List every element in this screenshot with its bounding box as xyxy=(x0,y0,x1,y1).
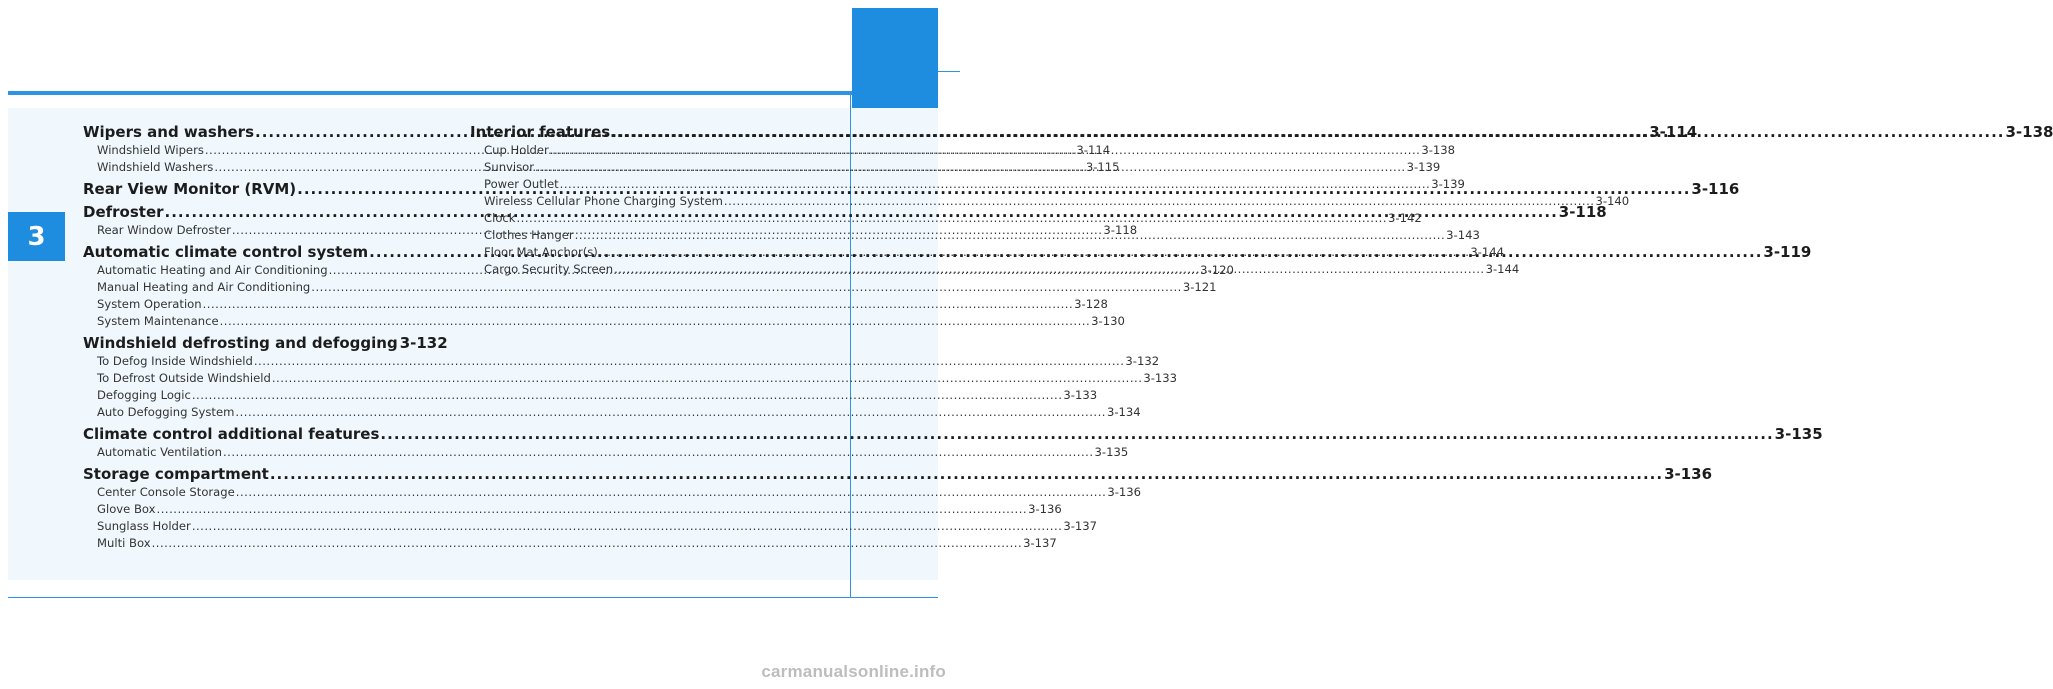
toc-entry-page: 3-144 xyxy=(1485,262,1520,276)
toc-entry-title: Center Console Storage xyxy=(97,485,235,499)
toc-leader-dots xyxy=(157,501,1028,518)
toc-leader-dots xyxy=(614,261,1485,278)
toc-entry-title: Manual Heating and Air Conditioning xyxy=(97,280,311,294)
toc-subsection-entry[interactable] xyxy=(83,518,1098,535)
toc-entry-title: Defogging Logic xyxy=(97,388,191,402)
toc-entry-page: 3-139 xyxy=(1406,160,1441,174)
toc-subsection-entry[interactable] xyxy=(470,193,1630,210)
toc-leader-dots xyxy=(550,142,1421,159)
toc-entry-page: 3-120 xyxy=(1200,263,1234,277)
top-rule xyxy=(8,91,852,95)
toc-entry-page: 3-114 xyxy=(1649,123,1698,141)
toc-entry-title: Rear Window Defroster xyxy=(97,223,231,237)
corner-blue-block xyxy=(852,8,938,108)
toc-entry-page: 3-137 xyxy=(1023,536,1057,550)
toc-subsection-entry[interactable] xyxy=(470,244,1505,261)
toc-entry-title: System Operation xyxy=(97,297,202,311)
toc-leader-dots xyxy=(192,518,1063,535)
toc-subsection-entry[interactable] xyxy=(83,296,1108,313)
toc-entry-page: 3-143 xyxy=(1446,228,1480,242)
toc-entry-title: To Defog Inside Windshield xyxy=(97,354,253,368)
toc-subsection-entry[interactable] xyxy=(83,444,1129,461)
toc-subsection-entry[interactable] xyxy=(470,176,1465,193)
toc-subsection-entry[interactable] xyxy=(83,279,1217,296)
toc-section-entry[interactable] xyxy=(83,425,1823,444)
toc-entry-title: Windshield Wipers xyxy=(97,143,204,157)
toc-leader-dots xyxy=(192,387,1063,404)
toc-entry-title: Climate control additional features xyxy=(83,425,380,443)
toc-entry-title: Defroster xyxy=(83,203,164,221)
toc-entry-page: 3-114 xyxy=(1076,143,1111,157)
toc-entry-title: To Defrost Outside Windshield xyxy=(97,371,271,385)
toc-entry-page: 3-116 xyxy=(1691,180,1740,198)
toc-leader-dots xyxy=(272,370,1143,387)
toc-entry-page: 3-121 xyxy=(1182,280,1217,294)
toc-entry-title: Automatic Heating and Air Conditioning xyxy=(97,263,328,277)
toc-entry-title: Power Outlet xyxy=(484,177,559,191)
toc-entry-page: 3-118 xyxy=(1558,203,1607,221)
chapter-tab: 3 xyxy=(8,212,65,261)
toc-leader-dots xyxy=(560,176,1431,193)
toc-leader-dots xyxy=(235,404,1106,421)
toc-leader-dots xyxy=(611,123,2004,142)
toc-entry-page: 3-115 xyxy=(1085,160,1120,174)
watermark: carmanualsonline.info xyxy=(761,662,946,681)
toc-leader-dots xyxy=(270,465,1663,484)
toc-entry-page: 3-133 xyxy=(1143,371,1178,385)
bottom-rule xyxy=(8,597,938,598)
toc-entry-title: Sunvisor xyxy=(484,160,535,174)
toc-entry-title: Auto Defogging System xyxy=(97,405,235,419)
toc-entry-title: Clothes Hanger xyxy=(484,228,574,242)
toc-leader-dots xyxy=(223,444,1094,461)
toc-entry-title: Wireless Cellular Phone Charging System xyxy=(484,194,723,208)
toc-entry-page: 3-134 xyxy=(1106,405,1141,419)
toc-entry-title: Multi Box xyxy=(97,536,151,550)
toc-entry-page: 3-128 xyxy=(1074,297,1108,311)
toc-entry-title: Windshield defrosting and defogging xyxy=(83,334,398,352)
toc-leader-dots xyxy=(517,210,1388,227)
toc-subsection-entry[interactable] xyxy=(83,501,1062,518)
toc-leader-dots xyxy=(724,193,1595,210)
toc-section-entry[interactable] xyxy=(83,465,1713,484)
toc-entry-page: 3-133 xyxy=(1063,388,1098,402)
toc-entry-page: 3-144 xyxy=(1470,245,1505,259)
toc-entry-page: 3-119 xyxy=(1763,243,1812,261)
toc-entry-title: Cargo Security Screen xyxy=(484,262,614,276)
toc-entry-page: 3-132 xyxy=(399,334,448,352)
toc-entry-page: 3-136 xyxy=(1664,465,1713,483)
toc-leader-dots xyxy=(599,244,1470,261)
toc-subsection-entry[interactable] xyxy=(83,387,1098,404)
toc-entry-title: Floor Mat Anchor(s) xyxy=(484,245,598,259)
toc-entry-page: 3-138 xyxy=(2005,123,2053,141)
toc-entry-title: Sunglass Holder xyxy=(97,519,191,533)
toc-leader-dots xyxy=(236,484,1107,501)
toc-section-entry[interactable] xyxy=(83,334,448,353)
toc-leader-dots xyxy=(220,313,1091,330)
toc-leader-dots xyxy=(575,227,1446,244)
toc-entry-title: Cup Holder xyxy=(484,143,549,157)
toc-entry-page: 3-132 xyxy=(1125,354,1160,368)
toc-entry-title: Interior features xyxy=(470,123,611,141)
toc-entry-page: 3-140 xyxy=(1595,194,1630,208)
toc-entry-title: Automatic Ventilation xyxy=(97,445,222,459)
toc-entry-title: Wipers and washers xyxy=(83,123,254,141)
toc-subsection-entry[interactable] xyxy=(83,313,1125,330)
toc-subsection-entry[interactable] xyxy=(470,210,1422,227)
toc-entry-page: 3-130 xyxy=(1091,314,1125,328)
toc-entry-title: System Maintenance xyxy=(97,314,219,328)
toc-entry-page: 3-137 xyxy=(1063,519,1098,533)
toc-entry-page: 3-118 xyxy=(1103,223,1138,237)
toc-leader-dots xyxy=(380,425,1773,444)
toc-entry-page: 3-136 xyxy=(1028,502,1062,516)
top-rule-right xyxy=(938,71,960,72)
toc-entry-page: 3-138 xyxy=(1421,143,1456,157)
toc-entry-page: 3-139 xyxy=(1431,177,1465,191)
toc-entry-page: 3-142 xyxy=(1388,211,1422,225)
toc-entry-page: 3-136 xyxy=(1107,485,1142,499)
toc-subsection-entry[interactable] xyxy=(83,404,1141,421)
toc-leader-dots xyxy=(254,353,1125,370)
toc-entry-page: 3-135 xyxy=(1094,445,1129,459)
toc-leader-dots xyxy=(535,159,1406,176)
toc-subsection-entry[interactable] xyxy=(83,484,1142,501)
toc-leader-dots xyxy=(203,296,1074,313)
toc-entry-title: Rear View Monitor (RVM) xyxy=(83,180,297,198)
toc-subsection-entry[interactable] xyxy=(83,353,1160,370)
toc-entry-title: Automatic climate control system xyxy=(83,243,369,261)
toc-entry-title: Storage compartment xyxy=(83,465,269,483)
toc-subsection-entry[interactable] xyxy=(83,535,1057,552)
toc-leader-dots xyxy=(311,279,1182,296)
toc-entry-page: 3-135 xyxy=(1774,425,1823,443)
toc-entry-title: Windshield Washers xyxy=(97,160,214,174)
toc-leader-dots xyxy=(152,535,1023,552)
toc-entry-title: Glove Box xyxy=(97,502,156,516)
toc-entry-title: Clock xyxy=(484,211,516,225)
toc-subsection-entry[interactable] xyxy=(83,370,1178,387)
